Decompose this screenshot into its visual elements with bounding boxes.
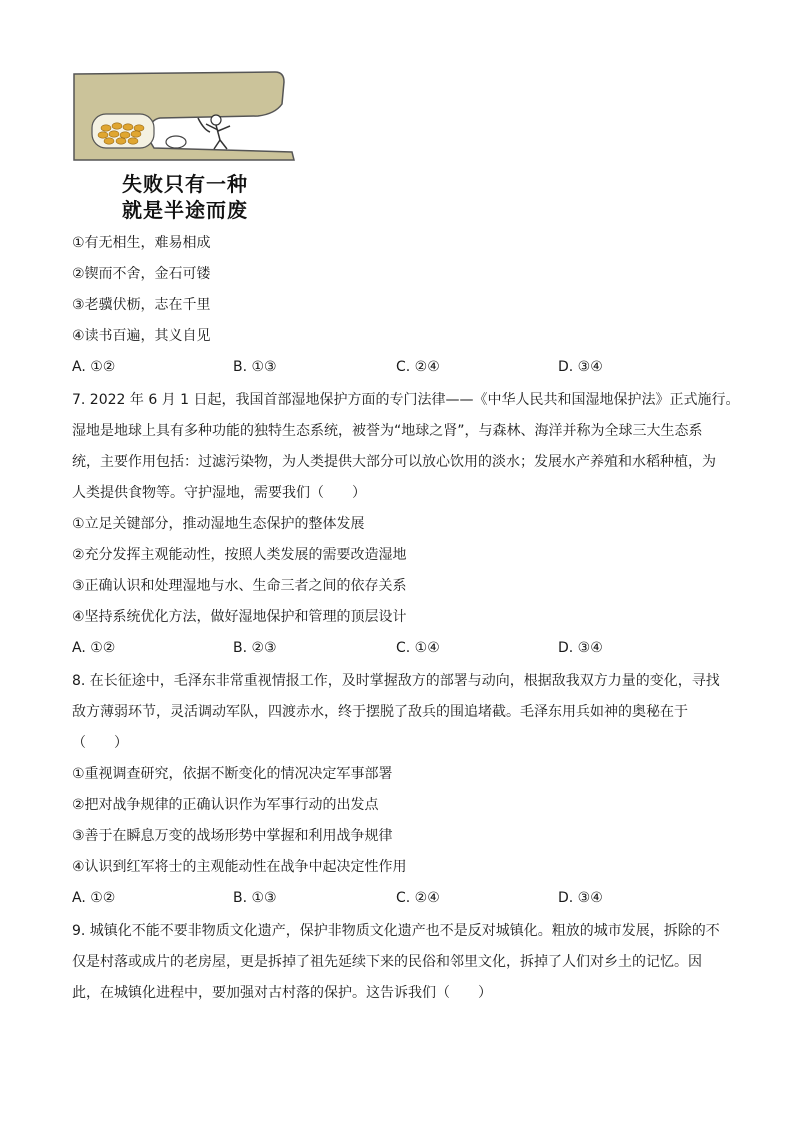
q7-option-b: B. ②③ [233,640,277,656]
q7-stem-line-3: 统，主要作用包括：过滤污染物，为人类提供大部分可以放心饮用的淡水；发展水产养殖和水稻种植，为 [72,454,716,470]
q8-stem-line-3: （ ） [72,735,128,751]
q8-stem-line-2: 敌方薄弱环节，灵活调动军队，四渡赤水，终于摆脱了敌兵的围追堵截。毛泽东用兵如神的奥秘在于 [72,704,688,720]
q7-option-c: C. ①④ [396,640,440,656]
q7-stem-line-4: 人类提供食物等。守护湿地，需要我们（ ） [72,485,366,501]
q9-stem-line-1: 9. 城镇化不能不要非物质文化遗产，保护非物质文化遗产也不是反对城镇化。粗放的城市发展，拆除的不 [72,923,720,939]
q8-option-c: C. ②④ [396,890,440,906]
q8-item-4: ④认识到红军将士的主观能动性在战争中起决定性作用 [72,859,407,875]
q6-item-3: ③老骥伏枥，志在千里 [72,297,211,313]
cartoon-caption-line1: 失败只有一种 [122,172,248,196]
q8-option-b: B. ①③ [233,890,277,906]
q6-item-2: ②锲而不舍，金石可镂 [72,266,211,282]
q8-item-3: ③善于在瞬息万变的战场形势中掌握和利用战争规律 [72,828,393,844]
q7-item-2: ②充分发挥主观能动性，按照人类发展的需要改造湿地 [72,547,407,563]
cartoon-tunnel-drawing [70,68,300,163]
q7-item-3: ③正确认识和处理湿地与水、生命三者之间的依存关系 [72,578,407,594]
q7-item-4: ④坚持系统优化方法，做好湿地保护和管理的顶层设计 [72,609,407,625]
q8-option-d: D. ③④ [558,890,603,906]
q6-option-a: A. ①② [72,359,116,375]
q8-item-1: ①重视调查研究，依据不断变化的情况决定军事部署 [72,766,393,782]
q8-option-a: A. ①② [72,890,116,906]
q6-item-1: ①有无相生，难易相成 [72,235,211,251]
q7-option-d: D. ③④ [558,640,603,656]
q6-option-c: C. ②④ [396,359,440,375]
q6-option-d: D. ③④ [558,359,603,375]
cartoon-illustration [70,68,300,223]
q8-item-2: ②把对战争规律的正确认识作为军事行动的出发点 [72,797,379,813]
q7-stem-line-1: 7. 2022 年 6 月 1 日起，我国首部湿地保护方面的专门法律——《中华人民共和国湿地保护法》正式施行。 [72,392,740,408]
q7-stem-line-2: 湿地是地球上具有多种功能的独特生态系统，被誉为“地球之肾”，与森林、海洋并称为全球三大生态系 [72,423,703,439]
q8-stem-line-1: 8. 在长征途中，毛泽东非常重视情报工作，及时掌握敌方的部署与动向，根据敌我双方力量的变化，寻找 [72,673,720,689]
q9-stem-line-3: 此，在城镇化进程中，要加强对古村落的保护。这告诉我们（ ） [72,985,492,1001]
q9-stem-line-2: 仅是村落或成片的老房屋，更是拆掉了祖先延续下来的民俗和邻里文化，拆掉了人们对乡土的记忆。因 [72,954,702,970]
q7-item-1: ①立足关键部分，推动湿地生态保护的整体发展 [72,516,365,532]
cartoon-caption-line2: 就是半途而废 [122,198,248,222]
q6-item-4: ④读书百遍，其义自见 [72,328,211,344]
q6-option-b: B. ①③ [233,359,277,375]
q7-option-a: A. ①② [72,640,116,656]
